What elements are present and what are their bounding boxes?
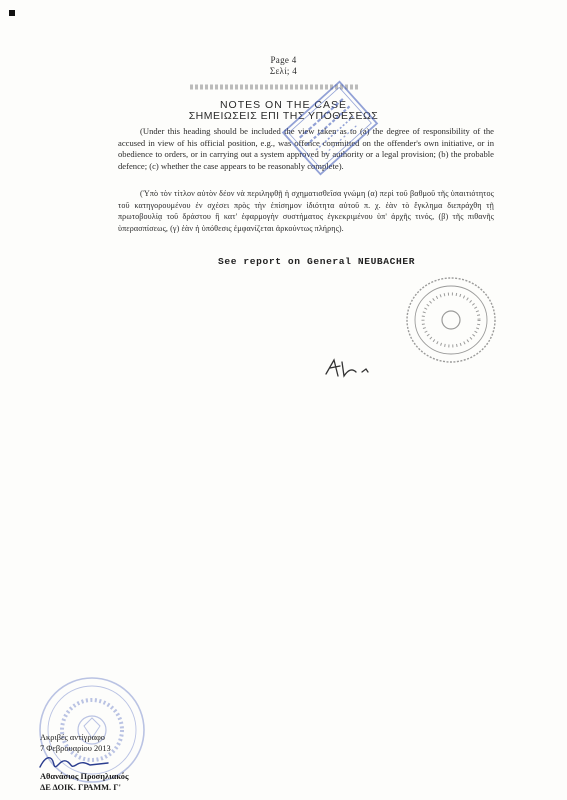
section-title-gr: ΣΗΜΕΙΩΣΕΙΣ ΕΠΙ ΤΗΣ ΥΠΟΘΕΣΕΩΣ <box>188 110 379 122</box>
page-number-en: Page 4 <box>270 55 297 65</box>
certification-date: 7 Φεβρουαρίου 2013 <box>40 744 111 753</box>
signature-icon <box>36 751 116 773</box>
section-title-en: NOTES ON THE CASE <box>219 99 348 111</box>
handwritten-initials-icon <box>322 352 374 382</box>
true-copy-label: Ακριβές αντίγραφο <box>40 733 105 742</box>
page-number-gr: Σελί; 4 <box>269 66 298 76</box>
official-name: Αθανάσιος Προσηλιακός <box>40 772 129 781</box>
corner-mark <box>9 10 15 16</box>
official-position: ΔΕ ΔΟΙΚ. ΓΡΑΜΜ. Γ' <box>40 783 121 792</box>
stamp-diamond-icon <box>275 73 385 183</box>
round-seal-icon <box>395 270 501 370</box>
instructions-en: (Under this heading should be included the view taken as to (a) the degree of responsibility of the accused in view of his official position, e.g., was offence committed on the offender's own initiative, or in obedience to orders, or in carrying out a system approved by authority or a legal provision; (b) the probable defence; (c) whether the case appears to be reasonably complete). <box>118 126 494 171</box>
instructions-gr: (Ὑπὸ τὸν τίτλον αὐτὸν δέον νὰ περιληφθῇ ἡ σχηματισθεῖσα γνώμη (α) περὶ τοῦ βαθμοῦ τῆς ὑπαιτιότητος τοῦ κατηγορουμένου ἐν σχέσει πρὸς τὴν ἐπίσημον ἰδιότητα αὐτοῦ π. χ. ἐὰν τὸ ἔγκλημα διεπράχθη τῇ πρωτοβουλίᾳ τοῦ δράστου ἢ κατ' ἐφαρμογὴν συστήματος ἐγκεκριμένου ὑπ' ἀρχῆς τινός, (β) τῆς πιθανῆς ὑπερασπίσεως, (γ) ἐὰν ἡ ὑπόθεσις ἐμφανίζεται ἀρκούντως πλήρης). <box>118 189 494 234</box>
typed-note: See report on General NEUBACHER <box>218 256 416 267</box>
